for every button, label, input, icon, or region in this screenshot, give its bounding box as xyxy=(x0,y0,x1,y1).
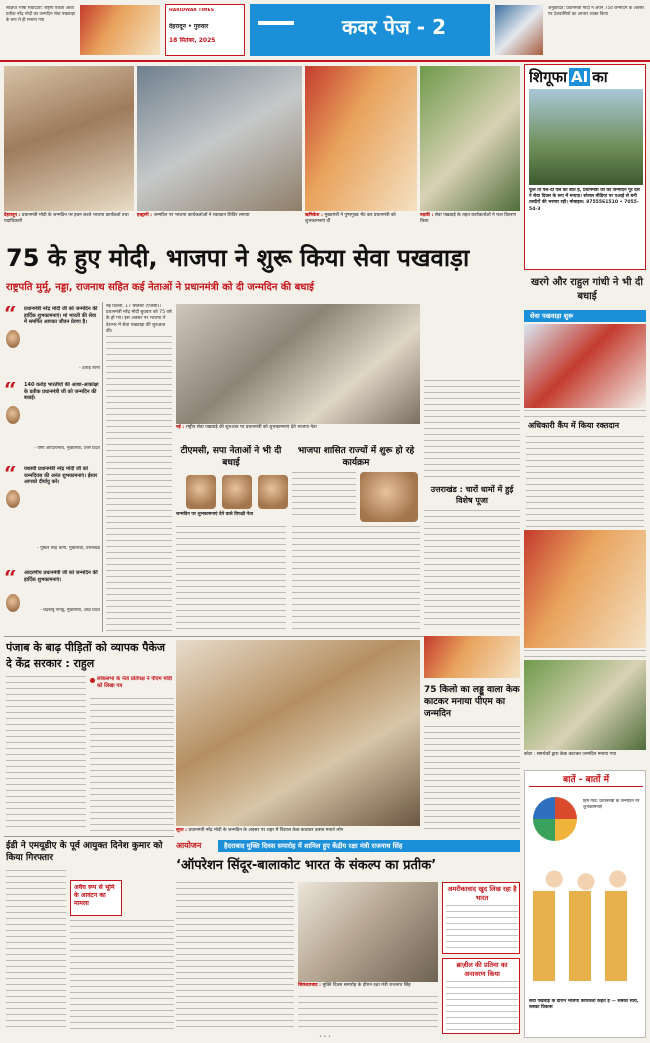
photo-caption-2: हल्द्वानी : जन्मदिन पर भाजपा कार्यकर्ताओं ने रक्तदान शिविर लगाया xyxy=(137,213,250,218)
seva-photo xyxy=(524,324,646,408)
blood-head: अधिकारी कैंप में किया रक्तदान xyxy=(528,421,620,430)
leader-photo-3 xyxy=(258,475,288,509)
quote-mark: “ xyxy=(4,570,17,588)
punjab-text xyxy=(6,676,86,832)
quote-avatar xyxy=(6,594,20,612)
quote-text: 140 करोड़ भारतीयों की आशा-आकांक्षा के प्रतीक प्रधानमंत्री जी को जन्मदिन की बधाई। xyxy=(24,382,99,402)
arrest-box xyxy=(70,880,122,916)
publication-name: HARIDWAR TIMES xyxy=(169,8,214,13)
shigufa-body: फूल तो पल-दो पल की बात है, प्रधानमंत्री जी का जन्मदिन पूरे देश ने सेवा दिवस के रूप में मनाया। सोशल मीडिया पर एआई से बनी तस्वीरों की भरमार रही। मोबाइल: 8755561510 • 7055-54-3 xyxy=(529,188,640,212)
laddu-photo-top xyxy=(424,636,520,678)
photo-caption-1: देहरादून : प्रधानमंत्री मोदी के जन्मदिन पर हवन करते भाजपा कार्यकर्ता तथा पदाधिकारी xyxy=(4,213,129,224)
quote-author: - योगी आदित्यनाथ, मुख्यमंत्री, उत्तर प्रदेश xyxy=(34,446,100,451)
main-headline: 75 के हुए मोदी, भाजपा ने शुरू किया सेवा पखवाड़ा xyxy=(6,244,470,272)
mid-right-text xyxy=(424,380,520,478)
top-photo-1 xyxy=(4,66,134,211)
cartoon-caption: सेवा पखवाड़े के दौरान भाजपा कार्यकर्ता कहते हैं — सबका साथ, सबका विकास xyxy=(529,999,639,1011)
section-banner xyxy=(250,4,490,56)
box-text-2 xyxy=(292,472,356,516)
masthead-right-text: अनुवादित: प्रधानमंत्री मोदी ने अपने 75वें जन्मदिन के अवसर पर देशवासियों का आभार व्यक्त किया xyxy=(548,6,645,17)
right-photo-2-cap xyxy=(524,650,646,658)
cartoon-box xyxy=(524,770,646,1038)
aayojan-strip-text: हैदराबाद मुक्ति दिवस समारोह में शामिल हुए केंद्रीय रक्षा मंत्री राजनाथ सिंह xyxy=(224,842,403,850)
laddu-caption: कोटा : समर्थकों द्वारा केक काटकर जन्मदिन मनाया गया xyxy=(524,752,616,757)
arrest-text-2 xyxy=(70,920,174,1030)
laddu-photo xyxy=(524,660,646,750)
top-photo-4 xyxy=(420,66,520,211)
box-caption-1: जन्मदिन पर शुभकामनाएं देने वाले विपक्षी नेता xyxy=(176,512,254,517)
right-photo-2 xyxy=(524,530,646,648)
quote-author: - चंद्रबाबू नायडू, मुख्यमंत्री, आंध्र प्रदेश xyxy=(39,608,100,613)
page-footer: • • • xyxy=(318,1034,332,1040)
leader-photo-2 xyxy=(222,475,252,509)
seva-strip-label: सेवा पखवाड़ा शुरू xyxy=(530,312,574,320)
operation-text-2 xyxy=(298,996,438,1032)
mini-box-1 xyxy=(442,882,520,954)
arrest-box-text: अवैध रूप से भूमि के आवंटन का मामला xyxy=(74,884,115,907)
masthead-rule xyxy=(0,60,650,62)
main-photo-caption: नई : राष्ट्रीय सेवा पखवाड़े की शुरुआत पर प्रधानमंत्री को शुभकामनाएं देते भाजपा नेता xyxy=(176,425,317,430)
quote-author: - पुष्कर सिंह धामी, मुख्यमंत्री, उत्तराखंड xyxy=(37,546,100,551)
quote-avatar xyxy=(6,330,20,348)
masthead-photo-left xyxy=(80,5,160,55)
quote-block-3 xyxy=(4,464,100,564)
seva-caption-lines xyxy=(524,410,646,418)
punjab-text-2 xyxy=(90,698,174,832)
bullet-icon xyxy=(90,678,95,683)
seva-strip xyxy=(524,310,646,322)
top-photo-2 xyxy=(137,66,302,211)
quote-avatar xyxy=(6,406,20,424)
punjab-head: पंजाब के बाढ़ पीड़ितों को व्यापक पैकेज दे केंद्र सरकार : राहुल xyxy=(6,641,166,670)
masthead-left-text: संक्षिप्त भाषा संवादाता: राष्ट्रीय एकता आवा प्रतीक नरेंद्र मोदी का जन्मदिन सेवा पखवाड़ा के रूप में ही मनाया गया xyxy=(6,6,76,23)
event-caption: सूरत : प्रधानमंत्री नरेंद्र मोदी के जन्मदिन के अवसर पर शहर में विशाल केक काटकर उत्सव मनाते लोग xyxy=(176,828,344,833)
quote-author: - दलाई लामा xyxy=(79,366,100,371)
laddu-text xyxy=(424,726,520,830)
arrest-text xyxy=(6,870,66,1030)
brand-block xyxy=(165,4,245,56)
shigufa-image xyxy=(529,89,643,185)
main-photo xyxy=(176,304,420,424)
quote-text: यशस्वी प्रधानमंत्री नरेंद्र मोदी जी को जन्मदिवस की अनंत शुभकामनाएं। ईश्वर आपको दीर्घायु करे। xyxy=(24,466,98,486)
box-text-2b xyxy=(292,526,420,630)
banner-arrow-decor xyxy=(258,21,294,25)
operation-head: ‘ऑपरेशन सिंदूर-बालाकोट भारत के संकल्प का प्रतीक’ xyxy=(176,858,437,873)
rajnath-photo xyxy=(298,882,438,982)
section-divider-2 xyxy=(4,836,174,837)
cartoon-wheel-icon xyxy=(533,797,577,841)
quote-mark: “ xyxy=(4,382,17,400)
mini-box-2-text xyxy=(446,981,518,1031)
laddu-head: 75 किलो का लड्डू वाला केक काटकर मनाया पीएम का जन्मदिन xyxy=(424,685,520,719)
shigufa-box xyxy=(524,64,646,270)
box-head-2: भाजपा शासित राज्यों में शुरू हो रहे कार्यक्रम xyxy=(297,446,415,468)
photo-caption-4: रुड़की : सेवा पखवाड़े के तहत कार्यकर्ताओं ने फल वितरण किया xyxy=(420,213,516,224)
uttarakhand-head: उत्तराखंड : चारों धामों में हुई विशेष पूजा xyxy=(430,485,514,505)
aayojan-strip xyxy=(218,840,520,852)
mini-box-1-text xyxy=(446,905,518,951)
quote-block-4 xyxy=(4,568,100,630)
mini-box-2-head: ब्राज़ील की प्रतिमा का अनावरण किया xyxy=(456,961,508,978)
event-photo xyxy=(176,640,420,826)
quote-mark: “ xyxy=(4,306,17,324)
quote-block-2 xyxy=(4,380,100,460)
issue-date: 18 सितंबर, 2025 xyxy=(169,37,216,44)
arrest-head: ईडी ने एमयूडीए के पूर्व आयुक्त दिनेश कुमार को किया गिरफ्तार xyxy=(6,841,163,863)
quote-mark: “ xyxy=(4,466,17,484)
side-story-head: खरगे और राहुल गांधी ने भी दी बधाई xyxy=(531,277,643,302)
blood-text xyxy=(526,436,644,528)
punjab-sub: लोकसभा के नेता प्रतिपक्ष ने पीएम मोदी को लिखा पत्र xyxy=(97,676,172,689)
operation-text xyxy=(176,882,294,1032)
quote-text: आदरणीय प्रधानमंत्री जी को जन्मदिन की हार्दिक शुभकामनाएं। xyxy=(24,570,98,583)
quote-avatar xyxy=(6,490,20,508)
main-story-text xyxy=(106,336,172,632)
section-title: कवर पेज - 2 xyxy=(342,15,446,39)
mini-box-1-head: अमरीकावाद खुद लिख रहा है भारत xyxy=(447,885,517,902)
masthead xyxy=(0,0,650,60)
nadda-photo xyxy=(360,472,418,522)
mini-box-2 xyxy=(442,958,520,1034)
shigufa-title: शिगूफा AI का xyxy=(529,68,608,86)
quote-block-1 xyxy=(4,304,100,376)
cartoon-quote: हिम गांव: प्रधानमंत्री के जन्मदिन पर शुभकामनाएं xyxy=(583,799,640,810)
place-day: देहरादून • गुरुवार xyxy=(169,23,209,30)
cartoon-bodies xyxy=(533,891,639,981)
leader-photo-1 xyxy=(186,475,216,509)
cartoon-head: बातें - बातों में xyxy=(529,774,643,787)
main-story-intro: नई दिल्ली, 17 सितंबर (एजेंसी)। प्रधानमंत्री नरेंद्र मोदी बुधवार को 75 वर्ष के हो गए। इस अवसर पर भाजपा ने देशभर में सेवा पखवाड़ा की शुरुआत की। xyxy=(106,304,172,334)
quotes-rule xyxy=(102,302,103,632)
box-text-1 xyxy=(176,526,286,630)
uttarakhand-text xyxy=(424,510,520,630)
rajnath-caption: सिकंदराबाद : मुक्ति दिवस समारोह के दौरान रक्षा मंत्री राजनाथ सिंह xyxy=(298,983,411,988)
quote-text: प्रधानमंत्री नरेंद्र मोदी जी को जन्मदिन की हार्दिक शुभकामनाएं। मां भारती की सेवा में समर्पित आपका जीवन प्रेरणा है। xyxy=(24,306,98,326)
punjab-sub-box xyxy=(90,676,174,694)
photo-caption-3: ऋषिकेश : मुख्यमंत्री ने पुष्पगुच्छ भेंट कर प्रधानमंत्री को शुभकामनाएं दीं xyxy=(305,213,396,224)
masthead-photo-right xyxy=(495,5,543,55)
main-subheadline: राष्ट्रपति मुर्मू, नड्डा, राजनाथ सहित कई नेताओं ने प्रधानमंत्री को दी जन्मदिन की बधाई xyxy=(6,282,314,293)
aayojan-label: आयोजन xyxy=(176,841,202,850)
top-photo-3 xyxy=(305,66,417,211)
box-head-1: टीएमसी, सपा नेताओं ने भी दी बधाई xyxy=(180,446,282,468)
